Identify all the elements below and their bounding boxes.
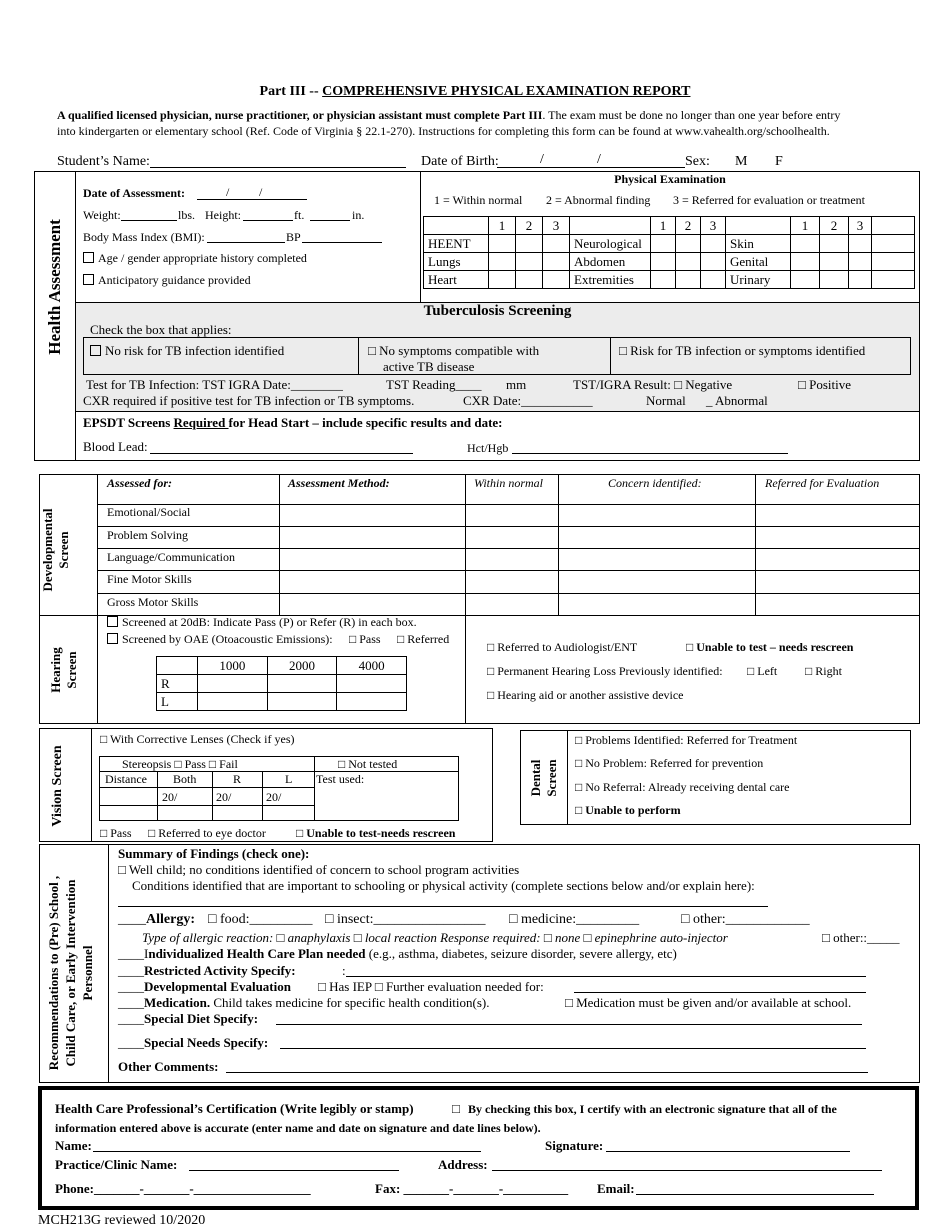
dob-field[interactable] xyxy=(497,167,685,168)
allergic-reaction-row[interactable]: Type of allergic reaction: □ anaphylaxis □ local reaction Response required: □ none □ epinephrine auto-injector xyxy=(142,930,728,945)
fax-field[interactable]: Fax: _______-_______-__________ xyxy=(375,1181,569,1196)
bmi-label: Body Mass Index (BMI): xyxy=(83,230,205,244)
checkbox[interactable] xyxy=(107,616,118,627)
other-comments-label: Other Comments: xyxy=(118,1059,219,1074)
corrective-lenses[interactable]: □ With Corrective Lenses (Check if yes) xyxy=(100,732,295,746)
allergy-insect[interactable]: □ insect:________________ xyxy=(325,912,486,927)
dental-no-problem[interactable]: □ No Problem: Referred for prevention xyxy=(575,756,764,770)
hct-label: Hct/Hgb xyxy=(467,441,509,455)
form-code: MCH213G reviewed 10/2020 xyxy=(38,1213,206,1228)
checkbox[interactable] xyxy=(83,274,94,285)
vision-referred[interactable]: □ Referred to eye doctor xyxy=(148,826,266,840)
cert-signature-field[interactable] xyxy=(606,1151,850,1152)
bp-field[interactable] xyxy=(302,242,382,243)
address-field[interactable] xyxy=(492,1170,882,1171)
weight-field[interactable] xyxy=(121,220,177,221)
loss-left[interactable]: □ Left xyxy=(747,664,778,678)
tb-no-risk-option[interactable]: No risk for TB infection identified xyxy=(90,343,284,358)
list-item: Emotional/Social xyxy=(107,505,191,519)
iep-options[interactable]: □ Has IEP □ Further evaluation needed for: xyxy=(318,979,544,994)
special-needs-field[interactable] xyxy=(280,1048,866,1049)
height-label: Height: xyxy=(205,208,241,222)
list-item: Gross Motor Skills xyxy=(107,595,199,609)
checkbox[interactable] xyxy=(83,252,94,263)
table-row: Heart Extremities Urinary xyxy=(424,271,915,289)
dob-label: Date of Birth: xyxy=(421,154,499,169)
tb-no-symptoms-option[interactable]: □ No symptoms compatible with xyxy=(368,343,540,358)
intro-line-2: into kindergarten or elementary school (Ref. Code of Virginia § 22.1-270). Instructions for completing this form can be found at www.vahealth.org/schoolhealth. xyxy=(57,124,830,138)
medication-row[interactable]: ____Medication. Child takes medicine for specific health condition(s). xyxy=(118,995,490,1010)
cert-signature-label: Signature: xyxy=(545,1138,604,1153)
dental-problems[interactable]: □ Problems Identified: Referred for Treatment xyxy=(575,733,798,747)
date-of-assessment-label: Date of Assessment: xyxy=(83,186,185,200)
hearing-grid: 1000 2000 4000 R L xyxy=(156,656,407,711)
sex-f-option[interactable]: F xyxy=(775,154,783,169)
dental-side-label: Dental Screen xyxy=(528,759,559,797)
test-used-label: Test used: xyxy=(316,772,365,786)
physical-exam-title: Physical Examination xyxy=(614,172,726,186)
height-ft-field[interactable] xyxy=(243,220,293,221)
list-item: Problem Solving xyxy=(107,528,189,542)
reaction-other[interactable]: □ other::_____ xyxy=(822,930,900,945)
ihcp-row[interactable]: ____Individualized Health Care Plan needed (e.g., asthma, diabetes, seizure disorder, severe allergy, etc) xyxy=(118,946,677,961)
special-diet-row[interactable]: ____Special Diet Specify: xyxy=(118,1011,259,1026)
vision-not-tested[interactable]: □ Not tested xyxy=(338,757,398,771)
tst-reading[interactable]: TST Reading____ xyxy=(386,377,482,392)
sex-label: Sex: xyxy=(685,154,710,169)
email-field[interactable] xyxy=(636,1194,874,1195)
sex-m-option[interactable]: M xyxy=(735,154,748,169)
height-in-field[interactable] xyxy=(310,220,350,221)
cert-name-field[interactable] xyxy=(93,1151,481,1152)
intro-line-1: A qualified licensed physician, nurse practitioner, or physician assistant must complete Part III. The exam must be done no longer than one year before entry xyxy=(57,108,841,122)
screened-20db[interactable]: Screened at 20dB: Indicate Pass (P) or Refer (R) in each box. xyxy=(107,615,417,630)
hearing-side-label: Hearing Screen xyxy=(48,647,79,693)
table-row: Lungs Abdomen Genital xyxy=(424,253,915,271)
medication-given-option[interactable]: □ Medication must be given and/or available at school. xyxy=(565,995,852,1010)
practice-name-label: Practice/Clinic Name: xyxy=(55,1157,178,1172)
bp-label: BP xyxy=(286,230,301,244)
permanent-loss[interactable]: □ Permanent Hearing Loss Previously identified: xyxy=(487,664,723,678)
dob-sep-2: / xyxy=(597,152,601,167)
restricted-activity-row[interactable]: ____Restricted Activity Specify: xyxy=(118,963,296,978)
epsdt-title: EPSDT Screens Required for Head Start – include specific results and date: xyxy=(83,415,503,430)
address-label: Address: xyxy=(438,1157,488,1172)
restricted-activity-field[interactable] xyxy=(346,976,866,977)
stereopsis[interactable]: Stereopsis □ Pass □ Fail xyxy=(122,757,238,771)
dental-unable[interactable]: □ Unable to perform xyxy=(575,803,681,817)
summary-title: Summary of Findings (check one): xyxy=(118,846,310,861)
hearing-unable[interactable]: □ Unable to test – needs rescreen xyxy=(686,640,854,654)
recommendations-side-label: Recommendations to (Pre) School , Child Care, or Early Intervention Personnel xyxy=(46,875,95,1071)
loss-right[interactable]: □ Right xyxy=(805,664,842,678)
allergy-food[interactable]: □ food:_________ xyxy=(208,912,313,927)
blood-lead-label: Blood Lead: xyxy=(83,439,148,454)
allergy-other[interactable]: □ other:____________ xyxy=(681,912,810,927)
checkbox[interactable] xyxy=(107,633,118,644)
vision-side-label: Vision Screen xyxy=(50,745,65,827)
conditions-field[interactable] xyxy=(118,906,768,907)
tb-result-positive[interactable]: □ Positive xyxy=(798,377,851,392)
tb-result-negative[interactable]: TST/IGRA Result: □ Negative xyxy=(573,377,733,392)
hct-field[interactable] xyxy=(512,453,788,454)
bmi-field[interactable] xyxy=(207,242,285,243)
oae-pass[interactable]: □ Pass xyxy=(349,632,381,646)
vision-unable[interactable]: □ Unable to test-needs rescreen xyxy=(296,826,456,840)
weight-label: Weight: xyxy=(83,208,121,222)
list-item: Fine Motor Skills xyxy=(107,572,192,586)
developmental-side-label: Developmental Screen xyxy=(40,508,71,592)
screened-oae[interactable]: Screened by OAE (Otoacoustic Emissions): xyxy=(107,632,333,647)
cxr-abnormal[interactable]: _ Abnormal xyxy=(706,393,768,408)
phone-field[interactable]: Phone:_______-_______-__________________ xyxy=(55,1181,311,1196)
vision-pass[interactable]: □ Pass xyxy=(100,826,132,840)
physical-exam-grid: 1 2 3 1 2 3 1 2 3 HEENT Neurological Skin Lungs Abdomen Genital Heart Extremities Urinary xyxy=(423,216,915,289)
certification-title: Health Care Professional’s Certification (Write legibly or stamp) xyxy=(55,1101,414,1116)
history-checkbox-row[interactable]: Age / gender appropriate history completed xyxy=(83,251,307,266)
practice-name-field[interactable] xyxy=(189,1170,399,1171)
health-assessment-side-label: Health Assessment xyxy=(45,219,64,355)
tb-test-date[interactable]: Test for TB Infection: TST IGRA Date:________ xyxy=(86,377,343,392)
oae-referred[interactable]: □ Referred xyxy=(397,632,450,646)
cxr-date[interactable]: CXR Date:___________ xyxy=(463,393,593,408)
tb-title: Tuberculosis Screening xyxy=(423,303,572,319)
blood-lead-field[interactable] xyxy=(150,453,413,454)
hearing-aid[interactable]: □ Hearing aid or another assistive device xyxy=(487,688,684,702)
checkbox[interactable] xyxy=(90,345,101,356)
page-title: Part III -- COMPREHENSIVE PHYSICAL EXAMINATION REPORT xyxy=(259,84,691,99)
student-name-label: Student’s Name: xyxy=(57,154,150,169)
date-of-assessment-field[interactable] xyxy=(197,199,307,200)
table-row: L xyxy=(157,693,407,711)
dob-sep-1: / xyxy=(540,152,544,167)
further-eval-field[interactable] xyxy=(574,992,866,993)
esignature-checkbox[interactable]: □ xyxy=(452,1101,460,1116)
developmental-eval-row[interactable]: ____Developmental Evaluation xyxy=(118,979,291,994)
allergy-row: ____Allergy: xyxy=(118,912,195,927)
well-child-option[interactable]: □ Well child; no conditions identified of concern to school program activities xyxy=(118,862,520,877)
cxr-normal[interactable]: Normal xyxy=(646,393,686,408)
list-item: Language/Communication xyxy=(107,550,235,564)
guidance-checkbox-row[interactable]: Anticipatory guidance provided xyxy=(83,273,251,288)
dental-no-referral[interactable]: □ No Referral: Already receiving dental care xyxy=(575,780,790,794)
student-name-field[interactable] xyxy=(150,167,406,168)
allergy-medicine[interactable]: □ medicine:_________ xyxy=(509,912,640,927)
special-diet-field[interactable] xyxy=(276,1024,862,1025)
referred-audiologist[interactable]: □ Referred to Audiologist/ENT xyxy=(487,640,638,654)
special-needs-row[interactable]: ____Special Needs Specify: xyxy=(118,1035,269,1050)
table-row: HEENT Neurological Skin xyxy=(424,235,915,253)
cert-name-label: Name: xyxy=(55,1138,92,1153)
table-row: R xyxy=(157,675,407,693)
email-label: Email: xyxy=(597,1181,635,1196)
tb-risk-option[interactable]: □ Risk for TB infection or symptoms identified xyxy=(619,343,866,358)
other-comments-field[interactable] xyxy=(226,1072,868,1073)
